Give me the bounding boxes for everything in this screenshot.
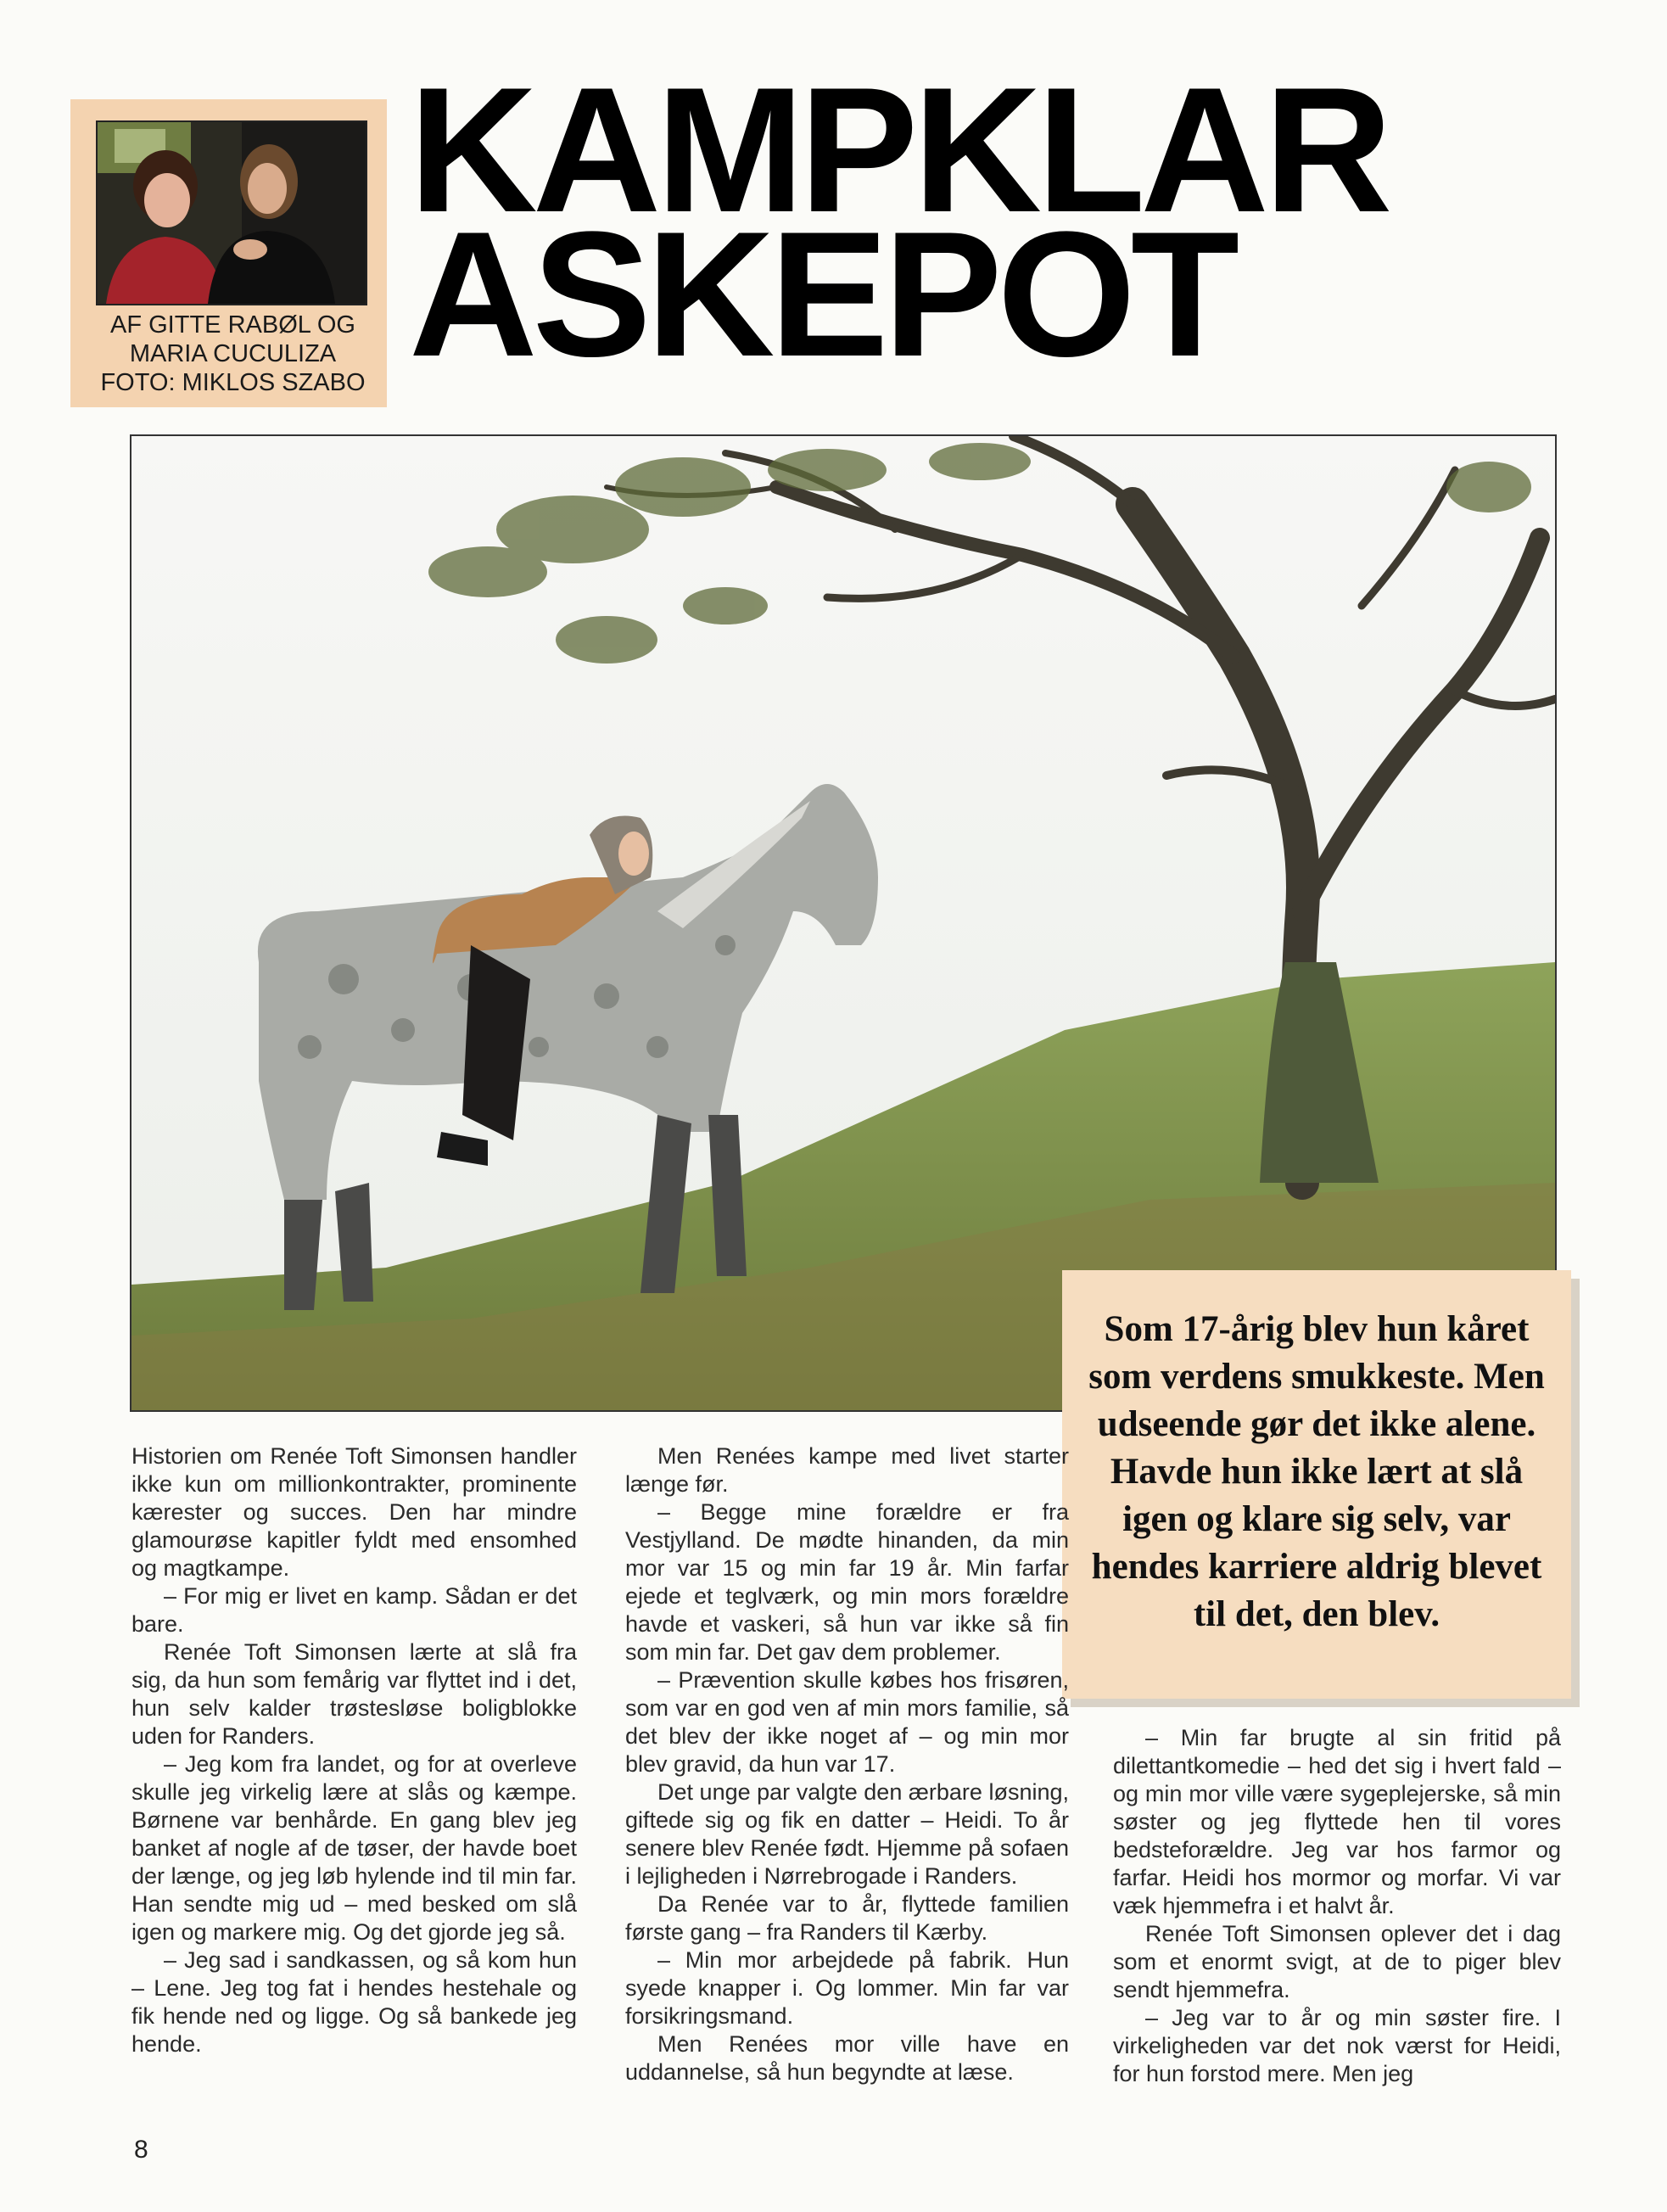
- paragraph: – Min mor arbejdede på fabrik. Hun syede knapper i. Og lommer. Min far var forsikringsmand.: [625, 1947, 1069, 2029]
- byline-authors-line2: MARIA CUCULIZA: [129, 340, 337, 367]
- article-column-3: [1113, 1724, 1561, 2088]
- byline-box: [70, 99, 387, 407]
- paragraph: Da Renée var to år, flyttede familien første gang – fra Randers til Kærby.: [625, 1891, 1069, 1945]
- headline-line1: KAMPKLAR: [409, 50, 1388, 249]
- main-photo-horse-rider: [130, 434, 1557, 1412]
- paragraph: Historien om Renée Toft Simonsen handler ikke kun om millionkontrakter, prominente kærester og succes. Den har mindre glamourøse kapitler fyldt med ensomhed og magtkampe.: [131, 1443, 577, 1581]
- page-number: 8: [134, 2136, 148, 2164]
- paragraph: Renée Toft Simonsen lærte at slå fra sig, da hun som femårig var flyttet ind i det, hun selv kalder trøstesløse boligblokke uden for Randers.: [131, 1639, 577, 1749]
- article-column-2: [625, 1442, 1069, 2086]
- paragraph: – Jeg kom fra landet, og for at overleve skulle jeg virkelig lære at slås og kæmpe. Børnene var benhårde. En gang blev jeg banket af nogle af de tøser, der havde boet der længe, og jeg løb hylende ind til min far. Han sendte mig ud – med besked om slå igen og markere mig. Og det gjorde jeg så.: [131, 1751, 577, 1945]
- pullquote: Som 17-årig blev hun kåret som verdens smukkeste. Men udseende gør det ikke alene. Havde hun ikke lært at slå igen og klare sig selv, var hendes karriere aldrig blevet til det, den blev.: [1062, 1270, 1571, 1699]
- paragraph: – Begge mine forældre er fra Vestjylland. De mødte hinanden, da min mor var 15 og min far 19 år. Min farfar ejede et teglværk, og min mors forældre havde et vaskeri, så hun var ikke så fin som min far. Det gav dem problemer.: [625, 1499, 1069, 1665]
- article-column-1: [131, 1442, 577, 2058]
- paragraph: Men Renées mor ville have en uddannelse, så hun begyndte at læse.: [625, 2031, 1069, 2085]
- byline-authors-line1: AF GITTE RABØL OG: [110, 311, 355, 339]
- paragraph: – Prævention skulle købes hos frisøren, som var en god ven af min mors familie, så det blev der ikke noget af – og min mor blev gravid, da hun var 17.: [625, 1667, 1069, 1777]
- headline: [409, 50, 1388, 394]
- paragraph: Men Renées kampe med livet starter længe før.: [625, 1443, 1069, 1497]
- byline-photo-credit: FOTO: MIKLOS SZABO: [100, 369, 366, 396]
- paragraph: Renée Toft Simonsen oplever det i dag som et enormt svigt, at de to piger blev sendt hjemmefra.: [1113, 1921, 1561, 2002]
- paragraph: – For mig er livet en kamp. Sådan er det bare.: [131, 1583, 577, 1637]
- headline-line2: ASKEPOT: [409, 194, 1235, 394]
- authors-photo: [96, 120, 367, 305]
- byline-credits: [96, 311, 370, 397]
- paragraph: – Min far brugte al sin fritid på dilettantkomedie – hed det sig i hvert fald – og min mor ville være sygeplejerske, så min søster og jeg flyttede hen til vores bedsteforældre. Jeg var hos farmor og farfar. Heidi hos mormor og morfar. Vi var væk hjemmefra i et halvt år.: [1113, 1725, 1561, 1918]
- paragraph: – Jeg var to år og min søster fire. I virkeligheden var det nok værst for Heidi, for hun forstod mere. Men jeg: [1113, 2005, 1561, 2086]
- paragraph: – Jeg sad i sandkassen, og så kom hun – Lene. Jeg tog fat i hendes hestehale og fik hende ned og ligge. Og så bankede jeg hende.: [131, 1947, 577, 2057]
- paragraph: Det unge par valgte den ærbare løsning, giftede sig og fik en datter – Heidi. To år senere blev Renée født. Hjemme på sofaen i lejligheden i Nørrebrogade i Randers.: [625, 1779, 1069, 1889]
